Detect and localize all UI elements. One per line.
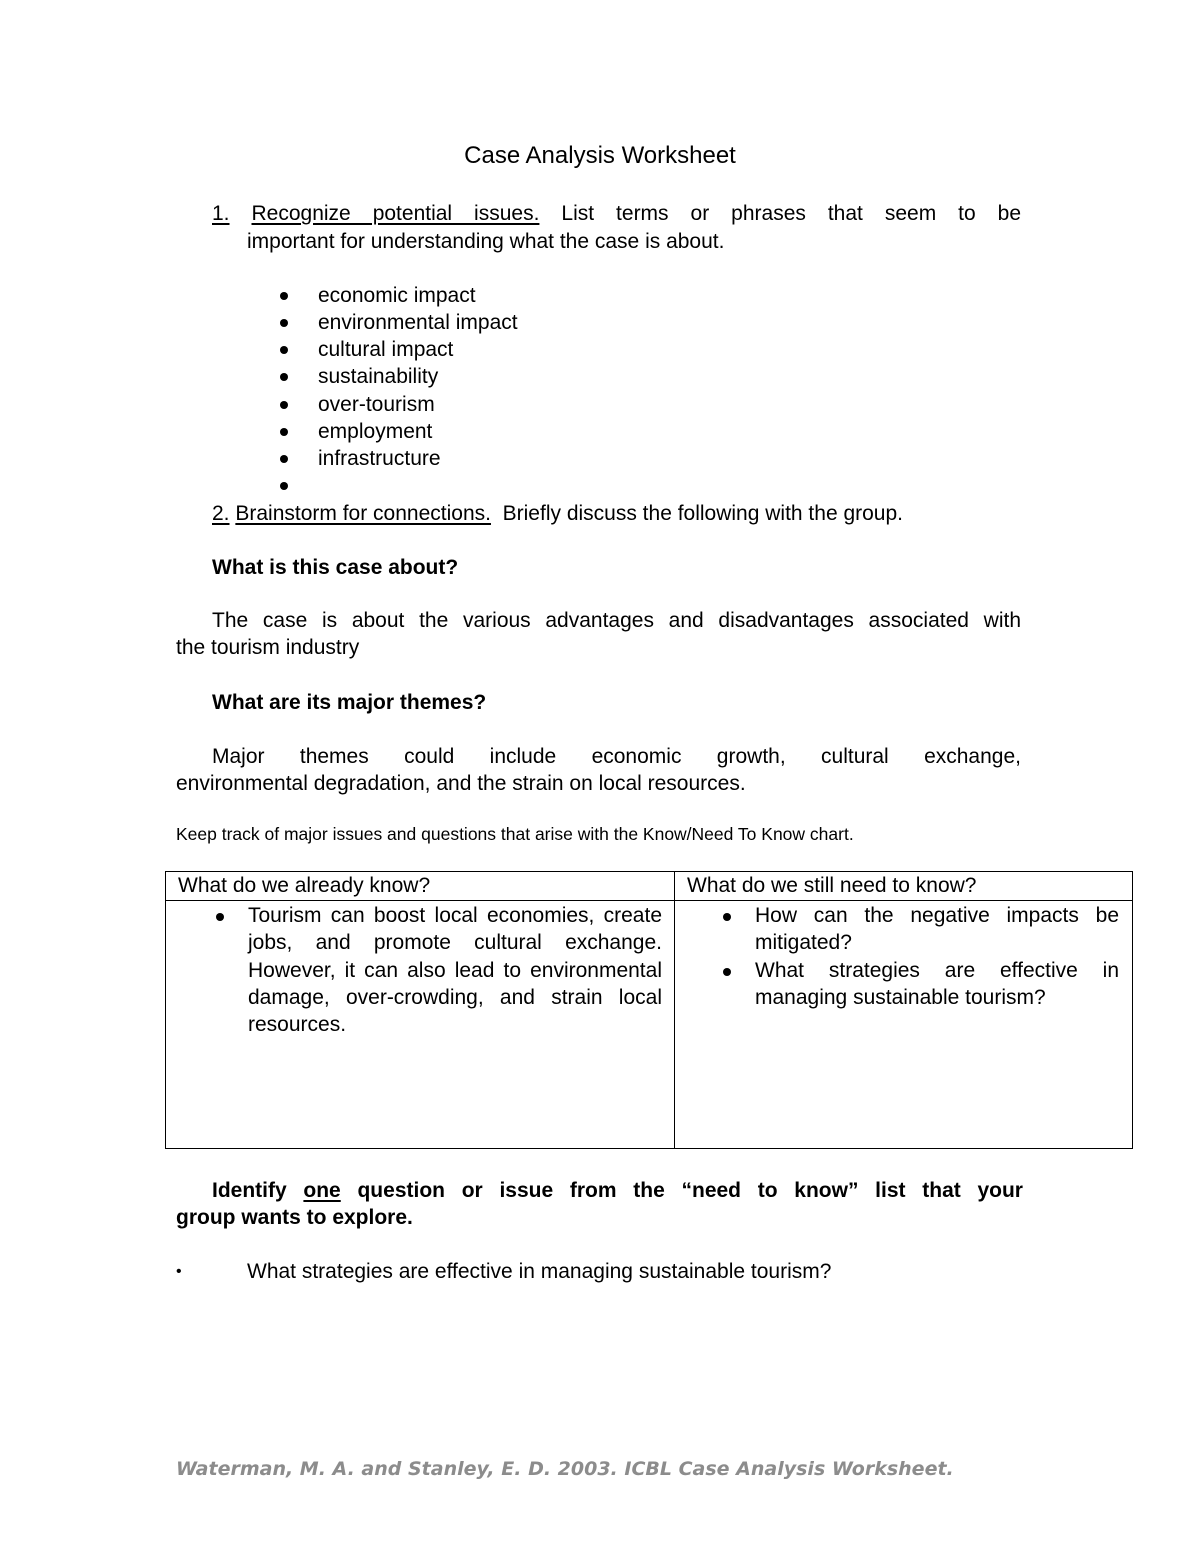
question-major-themes: What are its major themes? [212,691,487,714]
chart-intro: Keep track of major issues and questions that arise with the Know/Need To Know chart. [176,824,854,844]
bullet-icon [280,346,288,354]
bullet-icon [280,401,288,409]
table-header-row [166,872,1133,901]
section1-line1 [212,200,1021,227]
section1-number: 1. [212,202,230,225]
explore-question: What strategies are effective in managing sustainable tourism? [247,1260,832,1283]
table-row [166,901,1133,1149]
identify-line1 [212,1177,1023,1204]
bullet-icon [280,428,288,436]
section2-number: 2. [212,502,230,525]
identify-post: question or issue from the “need to know” list that your [357,1179,1023,1202]
know-need-to-know-table [165,871,1133,1149]
list-item: How can the negative impacts be mitigated? [755,902,1119,957]
section2-text: Briefly discuss the following with the group. [502,502,904,525]
need-to-know-cell [675,901,1133,1149]
identify-line2: group wants to explore. [176,1206,413,1229]
identify-emphasis: one [303,1179,341,1202]
know-cell [166,901,675,1149]
section1-text: List terms or phrases that seem to be [561,202,1022,225]
need-to-know-column-header: What do we still need to know? [675,872,1133,901]
answer-major-themes-line2: environmental degradation, and the strain on local resources. [176,772,746,795]
section1-heading: Recognize potential issues. [251,202,540,225]
list-item: What strategies are effective in managing sustainable tourism? [755,957,1119,1012]
bullet-icon [280,373,288,381]
section1-line2: important for understanding what the case is about. [247,230,725,253]
identify-pre: Identify [212,1179,287,1202]
answer-major-themes-line1: Major themes could include economic growth, cultural exchange, [212,745,1021,768]
answer-case-about-line1: The case is about the various advantages and disadvantages associated with [212,609,1021,632]
bullet-icon [723,968,731,976]
know-column-header: What do we already know? [166,872,675,901]
explore-bullet-char: • [176,1263,182,1280]
bullet-icon [280,319,288,327]
bullet-icon [216,913,224,921]
page-title: Case Analysis Worksheet [464,142,736,169]
bullet-icon [723,913,731,921]
bullet-icon [280,292,288,300]
section2-heading: Brainstorm for connections. [235,502,491,525]
answer-case-about-line2: the tourism industry [176,636,360,659]
list-item: Tourism can boost local economies, create jobs, and promote cultural exchange. However, it can also lead to environmental damage, over-crowding, and strain local resources. [248,902,662,1038]
bullet-icon [280,455,288,463]
question-case-about: What is this case about? [212,556,459,579]
bullet-icon [280,482,288,490]
section2-line [212,500,903,527]
citation-footer: Waterman, M. A. and Stanley, E. D. 2003. ICBL Case Analysis Worksheet. [176,1458,954,1480]
